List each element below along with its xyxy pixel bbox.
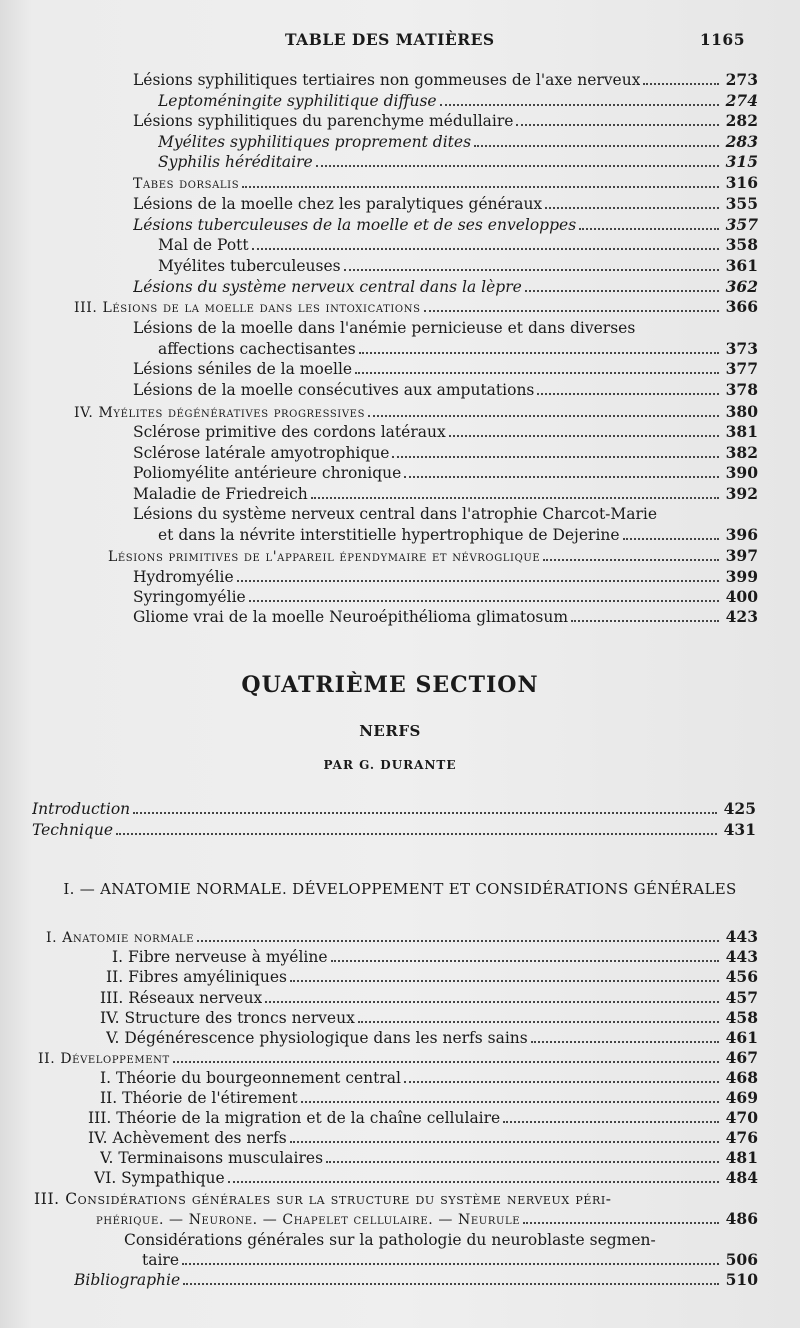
toc-entry: I. Théorie du bourgeonnement central 468	[100, 1068, 758, 1087]
toc-entry: Myélites tuberculeuses 361	[158, 256, 758, 275]
toc-entry-wrap: Lésions du système nerveux central dans l'atrophie Charcot-Marie	[133, 505, 658, 523]
toc-entry: Lésions syphilitiques du parenchyme médullaire 282	[133, 111, 758, 130]
toc-entry: IV. Achèvement des nerfs 476	[88, 1128, 758, 1147]
toc-entry: Lésions de la moelle chez les paralytiques généraux 355	[133, 194, 758, 213]
toc-entry: Lésions tuberculeuses de la moelle et de ses enveloppes 357	[133, 215, 758, 234]
running-head	[0, 30, 800, 54]
toc-entry: Sclérose latérale amyotrophique 382	[133, 443, 758, 462]
toc-entry: III. Réseaux nerveux 457	[100, 988, 758, 1007]
toc-entry: Sclérose primitive des cordons latéraux 381	[133, 422, 758, 441]
section-subtitle: NERFS	[359, 722, 421, 740]
toc-entry: II. Fibres amyéliniques 456	[106, 967, 758, 986]
toc-entry: Gliome vrai de la moelle Neuroépithélioma glimatosum 423	[133, 607, 758, 626]
section-author: PAR G. DURANTE	[323, 758, 457, 772]
toc-entry: Mal de Pott 358	[158, 235, 758, 254]
toc-entry: V. Dégénérescence physiologique dans les nerfs sains 461	[106, 1028, 758, 1047]
toc-entry: I. Fibre nerveuse à myéline 443	[112, 947, 758, 966]
toc-entry: Myélites syphilitiques proprement dites 283	[158, 132, 758, 151]
toc-entry: I. Anatomie normale 443	[46, 927, 758, 946]
toc-entry: IV. Structure des troncs nerveux 458	[100, 1008, 758, 1027]
toc-entry: Syphilis héréditaire 315	[158, 152, 758, 171]
toc-entry: Maladie de Friedreich 392	[133, 484, 758, 503]
running-head-title: TABLE DES MATIÈRES	[285, 30, 495, 49]
toc-entry: Introduction 425	[32, 799, 756, 818]
toc-entry-wrap: Considérations générales sur la pathologie du neuroblaste segmen-	[124, 1231, 656, 1249]
toc-entry: Poliomyélite antérieure chronique 390	[133, 463, 758, 482]
toc-entry: affections cachectisantes 373	[158, 339, 758, 358]
toc-entry: phérique. — Neurone. — Chapelet cellulaire. — Neurule 486	[96, 1209, 758, 1228]
toc-entry: III. Lésions de la moelle dans les intoxications 366	[74, 297, 758, 316]
toc-entry: IV. Myélites dégénératives progressives 380	[74, 402, 758, 421]
toc-entry: II. Théorie de l'étirement 469	[100, 1088, 758, 1107]
toc-entry: II. Développement 467	[38, 1048, 758, 1067]
toc-entry: Lésions de la moelle consécutives aux amputations 378	[133, 380, 758, 399]
toc-entry: Lésions syphilitiques tertiaires non gommeuses de l'axe nerveux 273	[133, 70, 758, 89]
toc-entry: Bibliographie 510	[74, 1270, 758, 1289]
toc-entry-wrap: III. Considérations générales sur la structure du système nerveux péri-	[34, 1190, 612, 1208]
toc-entry: Lésions séniles de la moelle 377	[133, 359, 758, 378]
page-number: 1165	[699, 30, 745, 49]
toc-entry: Lésions du système nerveux central dans la lèpre 362	[133, 277, 758, 296]
toc-entry: taire 506	[142, 1250, 758, 1269]
toc-entry: Tabes dorsalis 316	[133, 173, 758, 192]
toc-entry: V. Terminaisons musculaires 481	[100, 1148, 758, 1167]
part-heading: I. — ANATOMIE NORMALE. DÉVELOPPEMENT ET CONSIDÉRATIONS GÉNÉRALES	[63, 880, 737, 898]
toc-entry: VI. Sympathique 484	[94, 1168, 758, 1187]
toc-entry: et dans la névrite interstitielle hypertrophique de Dejerine 396	[158, 525, 758, 544]
toc-entry: Syringomyélie 400	[133, 587, 758, 606]
toc-entry-wrap: Lésions de la moelle dans l'anémie pernicieuse et dans diverses	[133, 319, 636, 337]
toc-entry: Leptoméningite syphilitique diffuse 274	[158, 91, 758, 110]
toc-entry: Technique 431	[32, 820, 756, 839]
toc-entry: III. Théorie de la migration et de la chaîne cellulaire 470	[88, 1108, 758, 1127]
section-title: QUATRIÈME SECTION	[241, 672, 539, 698]
toc-entry: Lésions primitives de l'appareil épendymaire et névroglique 397	[108, 546, 758, 565]
toc-entry: Hydromyélie 399	[133, 567, 758, 586]
